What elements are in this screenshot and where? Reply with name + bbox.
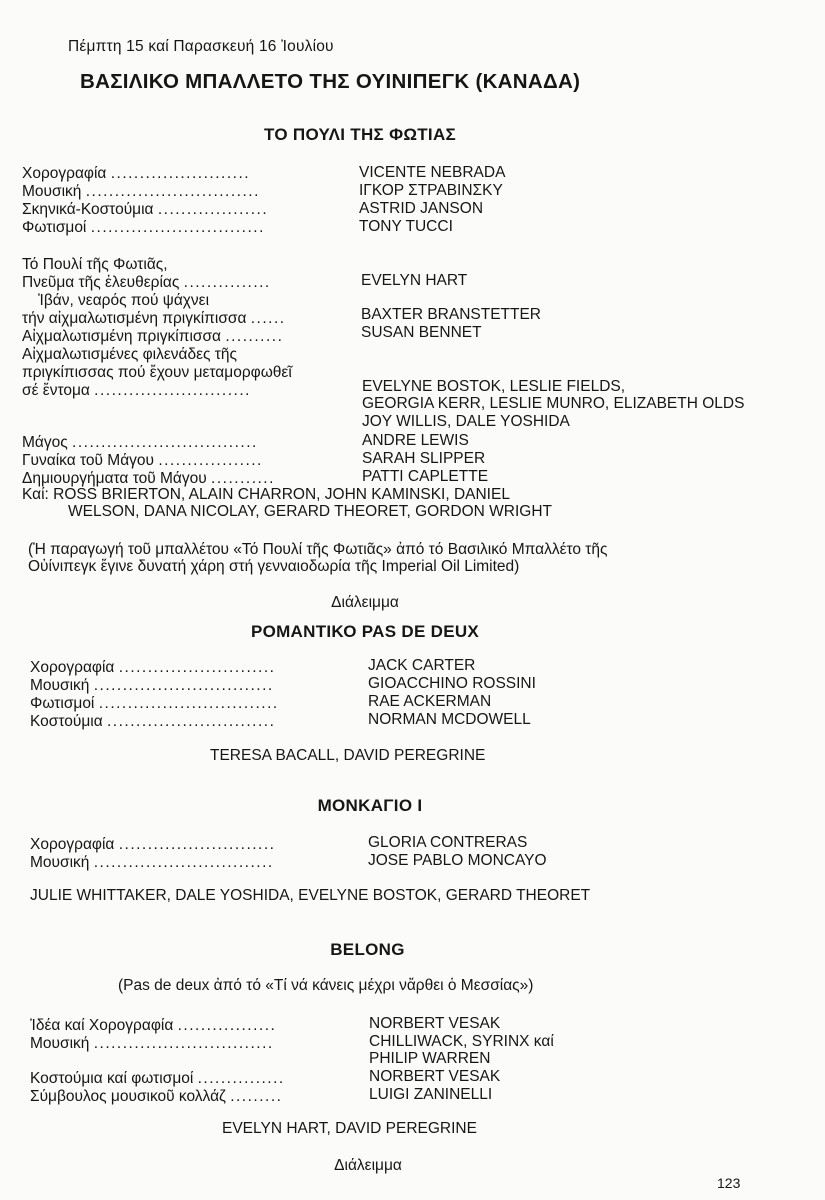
cast-value: SUSAN BENNET bbox=[361, 324, 482, 341]
cast-value: EVELYN HART bbox=[361, 272, 468, 289]
dancers: EVELYN HART, DAVID PEREGRINE bbox=[222, 1120, 477, 1137]
additional-cast: Καί: ROSS BRIERTON, ALAIN CHARRON, JOHN KAMINSKI, DANIEL bbox=[22, 486, 510, 503]
cast-label: Δημιουργήματα τοῦ Μάγου ........... bbox=[22, 470, 275, 487]
performance-date: Πέμπτη 15 καί Παρασκευή 16 Ἰουλίου bbox=[68, 38, 334, 55]
credit-value: NORBERT VESAK bbox=[369, 1015, 501, 1032]
credit-value: GLORIA CONTRERAS bbox=[368, 834, 528, 851]
cast-value: PATTI CAPLETTE bbox=[362, 468, 489, 485]
credit-label: Σκηνικά-Κοστούμια ................... bbox=[22, 201, 269, 218]
credit-label: Φωτισμοί .............................. bbox=[22, 219, 265, 236]
credit-value: ASTRID JANSON bbox=[359, 200, 484, 217]
cast-label: Μάγος ................................ bbox=[22, 434, 258, 451]
credit-label: Μουσική ............................... bbox=[30, 854, 274, 871]
cast-label: πριγκίπισσας πού ἔχουν μεταμορφωθεῖ bbox=[22, 364, 292, 381]
credit-label: Φωτισμοί ............................... bbox=[30, 695, 279, 712]
credit-label: Μουσική .............................. bbox=[22, 183, 260, 200]
cast-label: Τό Πουλί τῆς Φωτιᾶς, bbox=[22, 256, 168, 273]
credit-label: Κοστούμια ............................. bbox=[30, 713, 276, 730]
intermission: Διάλειμμα bbox=[331, 594, 399, 611]
moncayo-title: ΜΟΝΚΑΓΙΟ Ι bbox=[317, 796, 423, 815]
credit-label: Ἰδέα καί Χορογραφία ................. bbox=[30, 1017, 277, 1034]
page-number: 123 bbox=[717, 1175, 741, 1191]
cast-label: Ἰβάν, νεαρός πού ψάχνει bbox=[38, 292, 210, 309]
credit-value: JACK CARTER bbox=[368, 657, 476, 674]
company-title: ΒΑΣΙΛΙΚΟ ΜΠΑΛΛΕΤΟ ΤΗΣ ΟΥΙΝΙΠΕΓΚ (ΚΑΝΑΔΑ) bbox=[80, 70, 581, 93]
production-note: Οὐίνιπεγκ ἔγινε δυνατή χάρη στή γενναιοδωρία τῆς Imperial Oil Limited) bbox=[28, 558, 520, 575]
credit-label: Χορογραφία ........................ bbox=[22, 165, 251, 182]
cast-label: Αἰχμαλωτισμένες φιλενάδες τῆς bbox=[22, 346, 238, 363]
belong-title: BELONG bbox=[330, 940, 405, 959]
cast-label: σέ ἔντομα ........................... bbox=[22, 382, 251, 399]
cast-value: EVELYNE BOSTOK, LESLIE FIELDS, bbox=[362, 378, 626, 395]
credit-label: Χορογραφία ........................... bbox=[30, 836, 276, 853]
cast-label: Γυναίκα τοῦ Μάγου .................. bbox=[22, 452, 263, 469]
credit-label: Μουσική ............................... bbox=[30, 677, 274, 694]
romantic-title: ΡΟΜΑΝΤΙΚΟ PAS DE DEUX bbox=[250, 622, 480, 641]
dancers: JULIE WHITTAKER, DALE YOSHIDA, EVELYNE BOSTOK, GERARD THEORET bbox=[30, 887, 591, 904]
firebird-title: ΤΟ ΠΟΥΛΙ ΤΗΣ ΦΩΤΙΑΣ bbox=[263, 125, 457, 144]
credit-value: CHILLIWACK, SYRINX καί bbox=[369, 1033, 554, 1050]
cast-value: JOY WILLIS, DALE YOSHIDA bbox=[362, 413, 570, 430]
cast-label: Αἰχμαλωτισμένη πριγκίπισσα .......... bbox=[22, 328, 284, 345]
additional-cast: WELSON, DANA NICOLAY, GERARD THEORET, GORDON WRIGHT bbox=[68, 503, 553, 520]
credit-label: Σύμβουλος μουσικοῦ κολλάζ ......... bbox=[30, 1088, 283, 1105]
credit-label: Χορογραφία ........................... bbox=[30, 659, 276, 676]
cast-value: BAXTER BRANSTETTER bbox=[361, 306, 541, 323]
cast-value: ANDRE LEWIS bbox=[362, 432, 469, 449]
credit-value: NORBERT VESAK bbox=[369, 1068, 501, 1085]
credit-value: VICENTE NEBRADA bbox=[359, 164, 506, 181]
credit-value: NORMAN MCDOWELL bbox=[368, 711, 531, 728]
cast-value: GEORGIA KERR, LESLIE MUNRO, ELIZABETH OLDS bbox=[362, 395, 745, 412]
production-note: (Ἡ παραγωγή τοῦ μπαλλέτου «Τό Πουλί τῆς Φωτιᾶς» ἀπό τό Βασιλικό Μπαλλέτο τῆς bbox=[28, 541, 608, 558]
credit-value: LUIGI ZANINELLI bbox=[369, 1086, 493, 1103]
dancers: TERESA BACALL, DAVID PEREGRINE bbox=[210, 747, 486, 764]
credit-value: ΙΓΚΟΡ ΣΤΡΑΒΙΝΣΚΥ bbox=[359, 182, 503, 199]
credit-label: Κοστούμια καί φωτισμοί ............... bbox=[30, 1070, 285, 1087]
belong-subtitle: (Pas de deux ἀπό τό «Τί νά κάνεις μέχρι νἄρθει ὁ Μεσσίας») bbox=[118, 977, 534, 994]
credit-value: TONY TUCCI bbox=[359, 218, 453, 235]
cast-label: Πνεῦμα τῆς ἐλευθερίας ............... bbox=[22, 274, 271, 291]
cast-value: SARAH SLIPPER bbox=[362, 450, 486, 467]
credit-label: Μουσική ............................... bbox=[30, 1035, 274, 1052]
credit-value: PHILIP WARREN bbox=[369, 1050, 491, 1067]
cast-label: τήν αἰχμαλωτισμένη πριγκίπισσα ...... bbox=[22, 310, 286, 327]
intermission: Διάλειμμα bbox=[334, 1157, 402, 1174]
credit-value: RAE ACKERMAN bbox=[368, 693, 492, 710]
credit-value: JOSE PABLO MONCAYO bbox=[368, 852, 547, 869]
credit-value: GIOACCHINO ROSSINI bbox=[368, 675, 536, 692]
